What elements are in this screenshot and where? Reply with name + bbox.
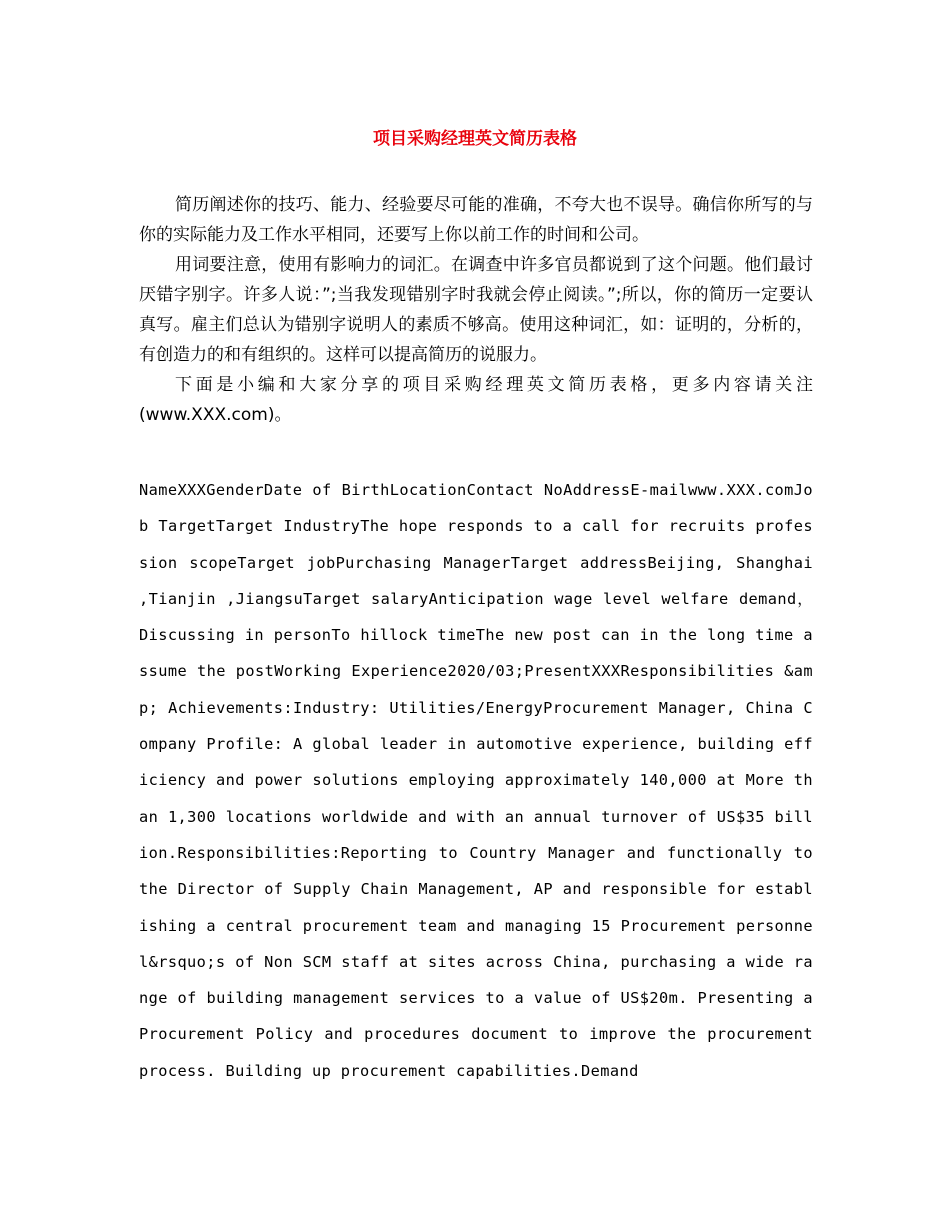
paragraph-wording: 用词要注意，使用有影响力的词汇。在调查中许多官员都说到了这个问题。他们最讨厌错字别字。许多人说：”;当我发现错别字时我就会停止阅读。”;所以，你的简历一定要认真写。雇主们总认为错别字说明人的素质不够高。使用这种词汇，如：证明的，分析的，有创造力的和有组织的。这样可以提高简历的说服力。: [139, 255, 813, 365]
intro-section: [139, 190, 813, 430]
resume-body-english: NameXXXGenderDate of BirthLocationContact NoAddressE-mailwww.XXX.comJob TargetTarget IndustryThe hope responds to a call for recruits profession scopeTarget jobPurchasing ManagerTarget addressBeijing, Shanghai ,Tianjin ,JiangsuTarget salaryAnticipation wage level welfare demand，Discussing in personTo hillock timeThe new post can in the long time assume the postWorking Experience2020/03;PresentXXXResponsibilities &amp; Achievements:Industry: Utilities/EnergyProcurement Manager, China Company Profile: A global leader in automotive experience, building efficiency and power solutions employing approximately 140,000 at More than 1,300 locations worldwide and with an annual turnover of US$35 billion.Responsibilities:Reporting to Country Manager and functionally to the Director of Supply Chain Management, AP and responsible for establishing a central procurement team and managing 15 Procurement personnel&rsquo;s of Non SCM staff at sites across China, purchasing a wide range of building management services to a value of US$20m. Presenting a Procurement Policy and procedures document to improve the procurement process. Building up procurement capabilities.Demand: [139, 481, 813, 1080]
document-title: 项目采购经理英文简历表格: [373, 129, 577, 149]
paragraph-share: 下面是小编和大家分享的项目采购经理英文简历表格，更多内容请关注(www.XXX.com)。: [139, 375, 813, 425]
paragraph-accuracy: 简历阐述你的技巧、能力、经验要尽可能的准确，不夸大也不误导。确信你所写的与你的实际能力及工作水平相同，还要写上你以前工作的时间和公司。: [139, 195, 813, 245]
